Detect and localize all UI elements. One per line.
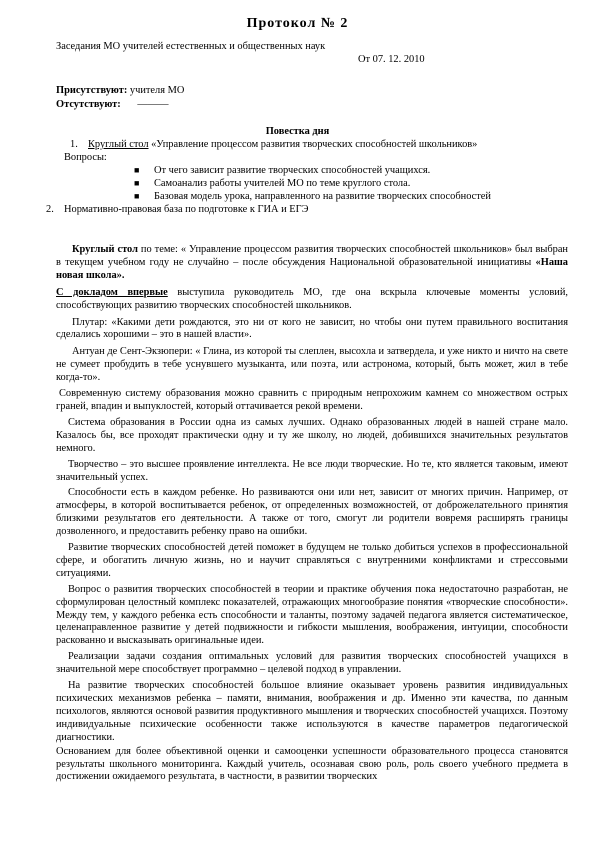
agenda-item-1-number: 1. <box>70 139 78 150</box>
agenda-item-1 <box>50 138 570 151</box>
absent-label: Отсутствуют: <box>56 99 121 110</box>
present-line <box>56 84 184 97</box>
questions-label: Вопросы: <box>64 152 107 163</box>
body-paragraph: Плутар: «Какими дети рождаются, это ни от кого не зависит, но чтобы они путем правильного воспитания сделались хорошими – это в нашей власти». <box>56 316 568 341</box>
agenda-heading: Повестка дня <box>265 126 330 137</box>
agenda-bullet-item <box>50 164 570 177</box>
protocol-title: Протокол № 2 <box>246 16 349 31</box>
agenda-bullet-text: От чего зависит развитие творческих способностей учащихся. <box>154 165 431 176</box>
agenda-bullet-text: Базовая модель урока, направленного на развитие творческих способностей <box>154 191 491 202</box>
questions-label-row <box>50 151 570 164</box>
agenda-bullet-item <box>50 190 570 203</box>
paragraph-text: выступила руководитель МО, где она вскрыла ключевые моменты условий, способствующих развитию творческих способностей школьников. <box>56 286 568 311</box>
absent-line <box>56 98 169 111</box>
present-value: учителя МО <box>129 85 185 96</box>
agenda-bullet-text: Самоанализ работы учителей МО по теме круглого стола. <box>154 178 411 189</box>
body-paragraph: Основанием для более объективной оценки и самооценки успешности образовательного процесса становятся результаты школьного мониторинга. Каждый учитель, осознавая свою роль, роль своего учебного предмета в достижении ожидаемого результата, в частности, в развитии творческих <box>56 745 568 783</box>
bullet-square-icon: ■ <box>134 178 140 188</box>
body-paragraph: На развитие творческих способностей большое влияние оказывает уровень развития индивидуальных психических механизмов ребенка – памяти, внимания, воображения и др. Именно эти качества, по данным психологов, являются основой развития продуктивного мышления и творческих способностей учащихся. Поэтому индивидуальные психические особенности также используются в качестве параметров педагогической диагностики. <box>56 680 568 743</box>
body-paragraph: Развитие творческих способностей детей поможет в будущем не только добиться успехов в профессиональной сфере, и обогатить личную жизнь, но и научит справляться с внутренними конфликтами и стрессовыми ситуациями. <box>56 542 568 579</box>
body-paragraph: Способности есть в каждом ребенке. Но развиваются они или нет, зависит от многих причин. Например, от атмосферы, в которой воспитывается ребенок, от определенных возможностей, от доброжелательного принятия близкими результатов его деятельности. А также от того, смогут ли родители вовремя расширять границы дозволенного, и предоставить ребенку право на ошибки. <box>56 487 568 538</box>
agenda-item-2-text: Нормативно-правовая база по подготовке к ГИА и ЕГЭ <box>64 204 309 215</box>
body-paragraph <box>56 244 568 283</box>
body-paragraph <box>56 287 568 313</box>
agenda-bullet-item <box>50 177 570 190</box>
body-paragraph: Антуан де Сент-Экзюпери: « Глина, из которой ты слеплен, высохла и затвердела, и уже никто и ничто на свете не сумеет пробудить в тебе уснувшего музыканта, или поэта, или астронома, который, быть может, жил в тебе когда-то». <box>56 346 568 384</box>
agenda-item-1-underlined: Круглый стол <box>88 139 149 150</box>
body-paragraph: Современную систему образования можно сравнить с природным непрохожим камнем со множеством острых граней, впадин и выпуклостей, который оттачивается рекой времени. <box>56 388 568 412</box>
agenda-item-1-rest: «Управление процессом развития творческих способностей школьников» <box>148 139 478 150</box>
protocol-body <box>56 244 568 784</box>
body-paragraph: Творчество – это высшее проявление интеллекта. Не все люди творческие. Но те, кто является таковым, имеют значительный успех. <box>56 458 568 483</box>
meeting-date: От 07. 12. 2010 <box>358 54 425 65</box>
body-paragraph: Система образования в России одна из самых лучших. Однако образованных людей в нашей стране мало. Казалось бы, все проходят практически одну и ту же школу, но людей, добившихся значительных результатов немного. <box>56 416 568 454</box>
report-intro: С докладом впервые <box>56 286 168 298</box>
paragraph-text: по теме: « Управление процессом развития творческих способностей школьников» был выбран в текущем учебном году не случайно – после обсуждения Национальной образовательной инициативы <box>56 244 568 268</box>
meeting-line: Заседания МО учителей естественных и общественных наук <box>56 41 326 52</box>
agenda-item-2 <box>46 203 570 216</box>
absent-value: ——— <box>137 99 169 110</box>
bullet-square-icon: ■ <box>134 191 140 201</box>
agenda-list <box>46 138 570 216</box>
agenda-item-2-number: 2. <box>46 204 54 215</box>
present-label: Присутствуют: <box>56 85 128 96</box>
bullet-square-icon: ■ <box>134 165 140 175</box>
initiative-name: «Наша новая школа». <box>56 256 568 281</box>
body-paragraph: Реализации задачи создания оптимальных условий для развития творческих способностей учащихся в значительной мере способствует программно – целевой подход в управлении. <box>56 651 568 676</box>
round-table-term: Круглый стол <box>72 244 138 255</box>
body-paragraph: Вопрос о развития творческих способностей в теории и практике обучения пока недостаточно разработан, не сформулирован целостный комплекс показателей, отражающих многообразие понятия «творческие способности». Между тем, у каждого ребенка есть способности и таланты, поэтому задачей педагога является систематическое, целенаправленное развитие у детей подвижности и гибкости мышления, воображения, интуиции, способности раскованно и высказывать оригинальные идеи. <box>56 583 568 647</box>
agenda-item-1-text <box>88 138 477 151</box>
